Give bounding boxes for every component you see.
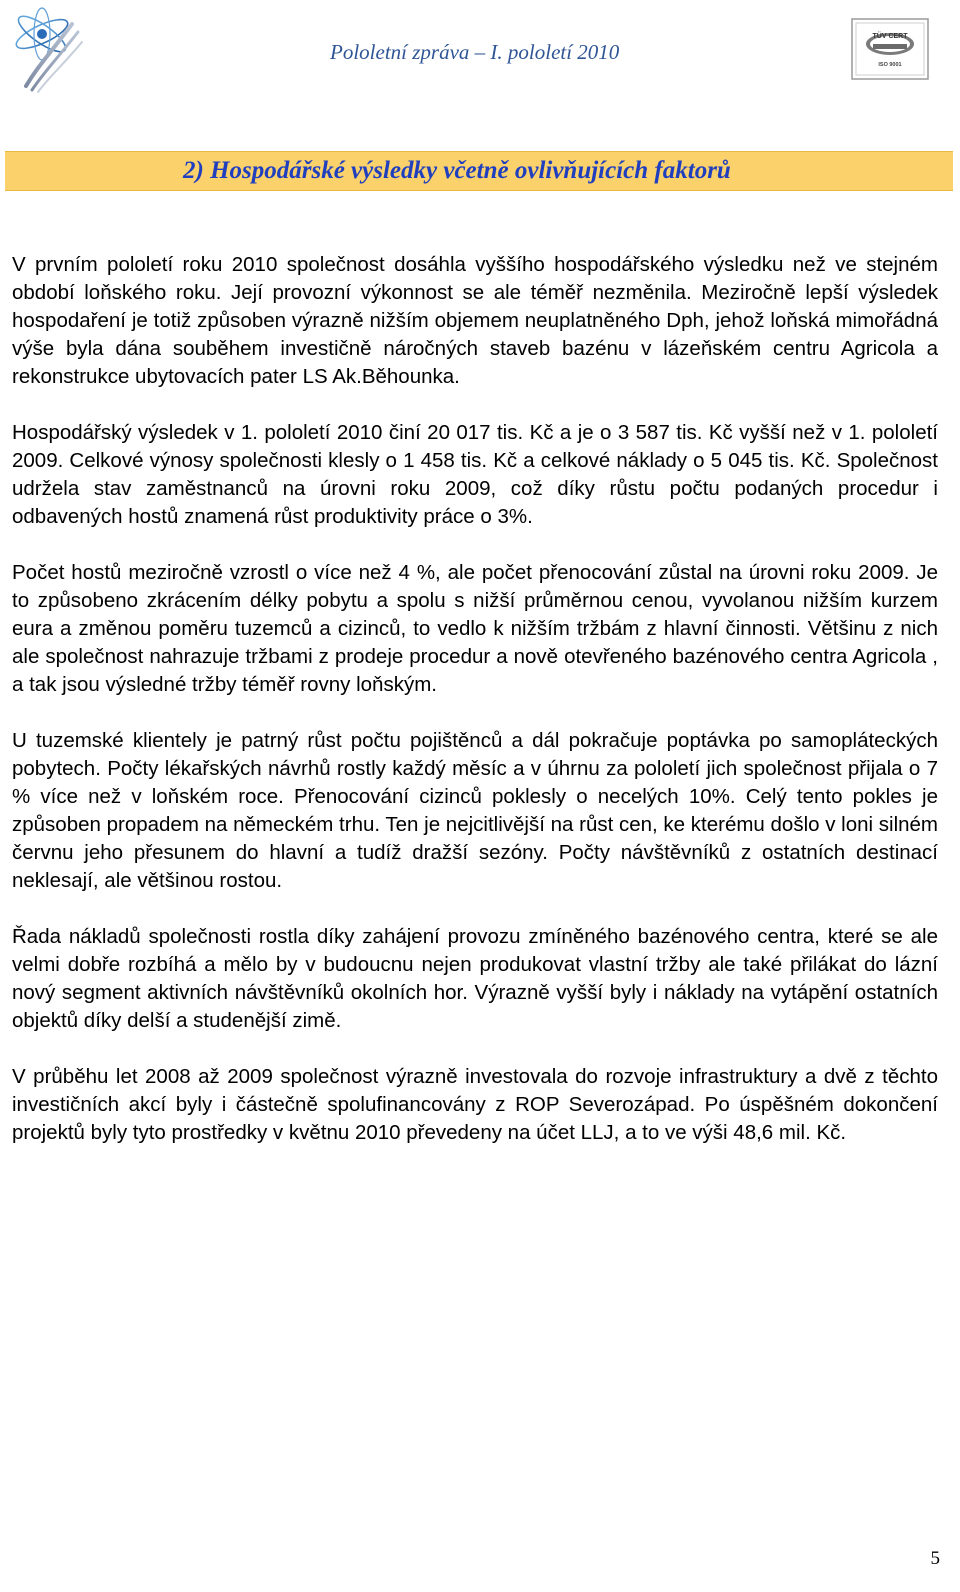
report-header-title: Pololetní zpráva – I. pololetí 2010 xyxy=(330,40,620,64)
tuv-cert-logo xyxy=(851,18,929,80)
company-logo xyxy=(8,6,86,94)
atom-logo-icon xyxy=(8,6,86,94)
paragraph-economic-result: Hospodářský výsledek v 1. pololetí 2010 činí 20 017 tis. Kč a je o 3 587 tis. Kč vyšší než v 1. pololetí 2009. Celkové výnosy společnosti klesly o 1 458 tis. Kč a celkové náklady o 5 045 tis. Kč. Společnost udržela stav zaměstnanců na úrovni roku 2009, což díky růstu počtu podaných procedur i odbavených hostů znamená růst produktivity práce o 3%. xyxy=(12,421,938,528)
report-body xyxy=(12,251,938,1175)
paragraph-costs: Řada nákladů společnosti rostla díky zahájení provozu zmíněného bazénového centra, které se ale velmi dobře rozbíhá a mělo by v budoucnu nejen produkovat vlastní tržby ale také přilákat do lázní nový segment aktivních návštěvníků okolních hor. Výrazně vyšší byly i náklady na vytápění ostatních objektů díky delší a studenější zimě. xyxy=(12,925,938,1032)
section-heading-bar xyxy=(5,151,953,191)
tuv-text: TÜV CERT xyxy=(872,33,908,40)
paragraph-domestic-clients: U tuzemské klientely je patrný růst počtu pojištěnců a dál pokračuje poptávka po samopláteckých pobytech. Počty lékařských návrhů rostly každý měsíc a v úhrnu za pololetí jich společnost přijala o 7 % více než v loňském roce. Přenocování cizinců poklesly o necelých 10%. Celý tento pokles je způsoben propadem na německém trhu. Ten je nejcitlivější na růst cen, ke kterému došlo v loni silném červnu jeho přesunem do hlavní a tudíž dražší sezóny. Počty návštěvníků z ostatních destinací neklesají, ale většinou rostou. xyxy=(12,729,939,892)
certification-badge-icon xyxy=(851,18,929,80)
section-title: 2) Hospodářské výsledky včetně ovlivňujících faktorů xyxy=(183,157,731,184)
page-number: 5 xyxy=(930,1548,940,1569)
iso-text: ISO 9001 xyxy=(878,62,902,68)
paragraph-results-overview: V prvním pololetí roku 2010 společnost dosáhla vyššího hospodářského výsledku než ve stejném období loňského roku. Její provozní výkonnost se ale téměř nezměnila. Meziročně lepší výsledek hospodaření je totiž způsoben výrazně nižším objemem neuplatněného Dph, jehož loňská mimořádná výše byla dána souběhem investičně náročných staveb bazénu v lázeňském centru Agricola a rekonstrukce ubytovacích pater LS Ak.Běhounka. xyxy=(12,253,938,388)
paragraph-guests: Počet hostů meziročně vzrostl o více než 4 %, ale počet přenocování zůstal na úrovni roku 2009. Je to způsobeno zkrácením délky pobytu a spolu s nižší průměrnou cenou, vyvolanou nižším kurzem eura a změnou poměru tuzemců a cizinců, to vedlo k nižším tržbám z hlavní činnosti. Většinu z nich ale společnost nahrazuje tržbami z prodeje procedur a nově otevřeného bazénového centra Agricola , a tak jsou výsledné tržby téměř rovny loňským. xyxy=(12,561,938,696)
paragraph-investments: V průběhu let 2008 až 2009 společnost výrazně investovala do rozvoje infrastruktury a dvě z těchto investičních akcí byly i částečně spolufinancovány z ROP Severozápad. Po úspěšném dokončení projektů byly tyto prostředky v květnu 2010 převedeny na účet LLJ, a to ve výši 48,6 mil. Kč. xyxy=(12,1065,938,1144)
